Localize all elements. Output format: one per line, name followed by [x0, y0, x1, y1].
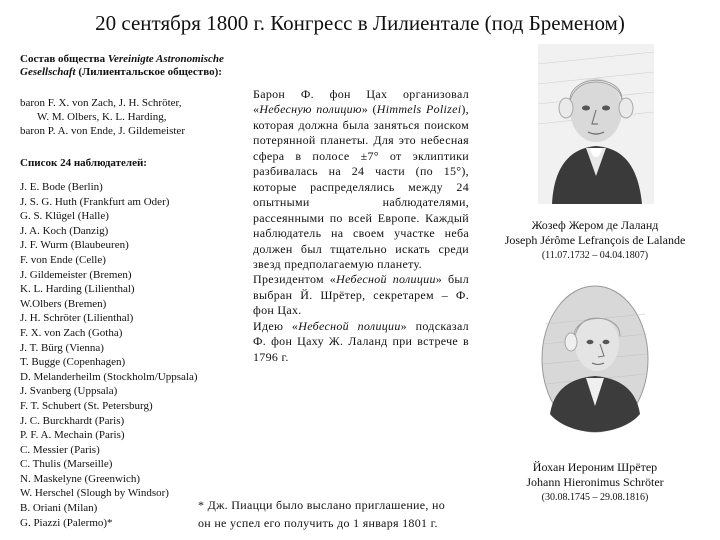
lalande-portrait: [538, 44, 654, 204]
observer-item: W. Herschel (Slough by Windsor): [20, 487, 169, 500]
observer-item: C. Thulis (Marseille): [20, 458, 113, 471]
observers-heading: Список 24 наблюдателей:: [20, 157, 147, 169]
observer-item: J. E. Bode (Berlin): [20, 181, 103, 193]
observer-item: J. C. Burckhardt (Paris): [20, 414, 125, 427]
observer-item: T. Bugge (Copenhagen): [20, 356, 126, 369]
society-name: Vereinigte Astronomische Gesellschaft: [20, 53, 224, 78]
observers-list: [20, 180, 198, 530]
observer-item: C. Messier (Paris): [20, 443, 100, 456]
observer-item: J. A. Koch (Danzig): [20, 224, 109, 237]
observer-item: G. S. Klügel (Halle): [20, 210, 109, 223]
observer-item: K. L. Harding (Lilienthal): [20, 283, 135, 296]
founders-list: [20, 96, 250, 138]
founders-line: baron P. A. von Ende, J. Gildemeister: [20, 125, 185, 137]
society-composition: [20, 53, 270, 79]
schroeter-caption: [480, 460, 710, 505]
lalande-name-orig: Joseph Jérôme Lefrançois de Lalande: [504, 233, 686, 247]
observer-item: D. Melanderheilm (Stockholm/Uppsala): [20, 370, 198, 383]
observer-item: J. H. Schröter (Lilienthal): [20, 312, 134, 325]
lalande-dates: (11.07.1732 – 04.04.1807): [541, 250, 649, 261]
observer-item: J. Gildemeister (Bremen): [20, 268, 132, 281]
main-paragraph: Президентом «Небесной полиции» был выбран Й. Шрётер, секретарем – Ф. фон Цах.: [253, 272, 469, 318]
slide-title: 20 сентября 1800 г. Конгресс в Лилиентале (под Бременом): [95, 11, 625, 35]
observer-item: N. Maskelyne (Greenwich): [20, 472, 141, 485]
main-paragraph: Барон Ф. фон Цах организовал «Небесную полицию» (Himmels Polizei), которая должна была заняться поиском потерянной планеты. Для это небесная сфера в полосе ±7° от эклиптики разбивалась на 24 части (по 15°), которые распределялись между 24 опытными наблюдателями, рассеянными по всей Европе. Каждый наблюдатель на своем участке неба должен был тщательно искать среди звезд предполагаемую планету.: [253, 87, 469, 271]
main-text: [253, 87, 469, 365]
observer-item: F. X. von Zach (Gotha): [20, 326, 123, 339]
schroeter-portrait: [540, 284, 650, 434]
schroeter-dates: (30.08.1745 – 29.08.1816): [541, 492, 649, 503]
observer-item: J. Svanberg (Uppsala): [20, 385, 118, 398]
main-paragraph: Идею «Небесной полиции» подсказал Ф. фон Цаху Ж. Лаланд при встрече в 1796 г.: [253, 318, 469, 364]
observer-item: G. Piazzi (Palermo)*: [20, 516, 113, 529]
lalande-caption: [480, 218, 710, 263]
footnote: [198, 496, 488, 532]
observer-item: F. T. Schubert (St. Petersburg): [20, 399, 153, 412]
founders-line: baron F. X. von Zach, J. H. Schröter,: [20, 97, 182, 109]
observer-item: J. S. G. Huth (Frankfurt am Oder): [20, 195, 170, 208]
observer-item: J. T. Bürg (Vienna): [20, 341, 104, 354]
schroeter-name-ru: Йохан Иероним Шрётер: [532, 460, 658, 474]
observer-item: P. F. A. Mechain (Paris): [20, 429, 125, 442]
observer-item: B. Oriani (Milan): [20, 502, 98, 515]
observer-item: W.Olbers (Bremen): [20, 297, 107, 310]
society-label: Состав общества: [20, 53, 106, 65]
observer-item: J. F. Wurm (Blaubeuren): [20, 239, 129, 252]
observer-item: F. von Ende (Celle): [20, 253, 106, 266]
footnote-line: * Дж. Пиацци было выслано приглашение, но: [198, 498, 446, 512]
schroeter-name-orig: Johann Hieronimus Schröter: [526, 475, 664, 489]
lalande-name-ru: Жозеф Жером де Лаланд: [531, 218, 659, 232]
footnote-line: он не успел его получить до 1 января 1801 г.: [198, 516, 438, 530]
society-translation: (Лилиентальское общество):: [78, 66, 222, 78]
founders-line: W. M. Olbers, K. L. Harding,: [37, 111, 167, 123]
